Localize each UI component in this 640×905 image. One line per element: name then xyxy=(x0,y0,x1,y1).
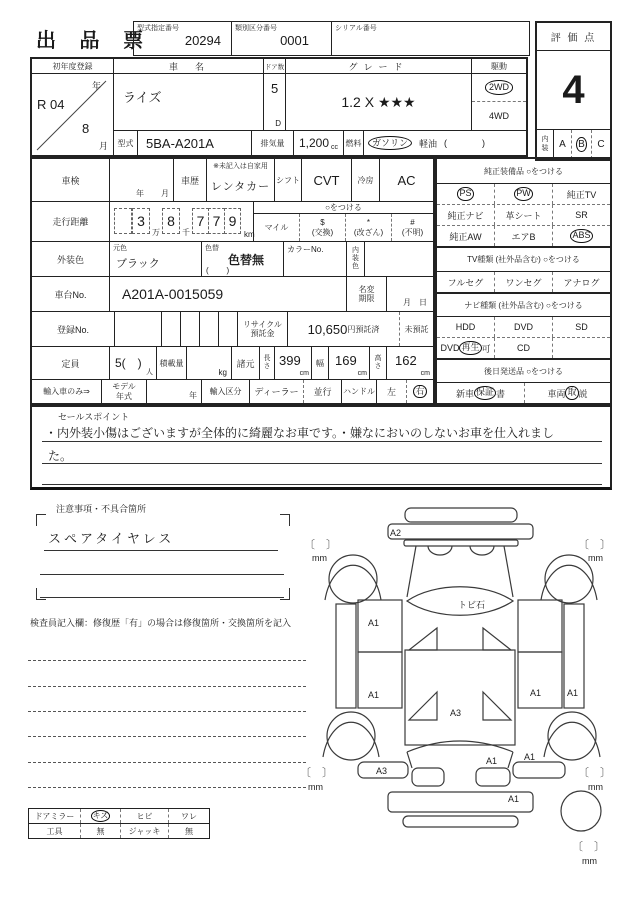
inspector-line-4 xyxy=(28,736,306,737)
class-code-value: 0001 xyxy=(280,33,309,48)
row-mileage xyxy=(32,202,433,242)
mark-a2: A2 xyxy=(390,528,402,538)
load-label: 積載量 xyxy=(157,347,187,379)
front-top-strip xyxy=(405,508,517,522)
mirror-hibi: ヒビ xyxy=(121,809,169,823)
mirror-tools-table xyxy=(28,808,210,839)
interior-option-c: C xyxy=(597,139,605,150)
disp-value: 1,200 xyxy=(298,136,330,150)
history-cell xyxy=(207,159,275,201)
shaken-date-cell xyxy=(110,159,174,201)
recycle-value: 10,650 xyxy=(307,321,348,337)
front-bumper xyxy=(388,524,533,539)
front-window-corner-left xyxy=(409,628,437,650)
mirror-row xyxy=(29,809,209,824)
mileage-d5: 7 xyxy=(208,208,225,234)
mileage-d2: 3 xyxy=(132,208,150,234)
car-name-value: ライズ xyxy=(123,90,162,105)
a-pillar-right xyxy=(504,546,513,597)
grade-value: 1.2 X ★★★ xyxy=(341,93,416,110)
reg-cell-2 xyxy=(162,312,181,346)
row-capacity xyxy=(32,347,433,380)
front-lower-strip xyxy=(404,540,518,546)
mark-fr-door: A1 xyxy=(530,688,542,698)
reg-cell-4 xyxy=(200,312,219,346)
first-reg-era: R 04 xyxy=(37,97,65,112)
length-label: 長さ xyxy=(260,347,275,379)
capacity-value: 5( ) xyxy=(115,356,142,370)
drive-2wd-circle: 2WD xyxy=(485,80,513,94)
flag-mile: マイル xyxy=(254,214,300,241)
inspector-label: 検査員記入欄：修復歴「有」の場合は修復箇所・交換箇所を記入 xyxy=(30,618,292,628)
interior-b-circle: B xyxy=(578,139,585,150)
fuel-label: 燃料 xyxy=(344,131,364,155)
load-cell xyxy=(187,347,232,379)
panel-fl-door xyxy=(358,652,402,708)
int-color-value-cell xyxy=(365,242,433,276)
bracket-mid-left-mm: mm xyxy=(308,782,323,792)
navi-type-header: ナビ種類 (社外品含む) ○をつける xyxy=(437,294,610,317)
doors-cell xyxy=(264,59,286,130)
mileage-label: 走行距離 xyxy=(32,202,110,241)
first-reg-month-suffix: 月 xyxy=(98,141,108,151)
recolor-paren: ( ) xyxy=(206,266,230,275)
bracket-top-right-mm: mm xyxy=(588,553,603,563)
row-chassis xyxy=(32,277,433,312)
notes-rule-2 xyxy=(40,574,284,575)
shift-value: CVT xyxy=(302,159,352,201)
equip-aw: 純正AW xyxy=(437,226,495,246)
score-label: 評 価 点 xyxy=(537,23,610,51)
sales-line-2: た。 xyxy=(48,449,73,463)
capacity-label: 定員 xyxy=(32,347,110,379)
taillight-right xyxy=(476,768,510,786)
arch-rear-left xyxy=(323,722,379,757)
first-reg-month: 8 xyxy=(82,121,90,136)
notes-entry: スペアタイヤレス xyxy=(48,531,175,546)
sales-point-box xyxy=(30,405,612,490)
import-label: 輸入車のみ⇒ xyxy=(32,380,102,403)
mileage-sen: 千 xyxy=(182,228,190,237)
later-ship-row xyxy=(437,383,610,403)
first-reg-label: 初年度登録 xyxy=(32,59,113,74)
roof-panel xyxy=(405,650,515,745)
wheel-front-left xyxy=(329,555,377,603)
capacity-unit: 人 xyxy=(146,369,153,376)
handle-label: ハンドル xyxy=(342,380,377,403)
a-pillar-left xyxy=(407,546,416,597)
notes-bracket-tl xyxy=(36,514,46,526)
model-value: 5BA-A201A xyxy=(138,131,252,155)
bracket-mid-left: 〔 〕 xyxy=(300,767,333,779)
notes-rule-1 xyxy=(44,550,278,551)
equipment-header: 純正装備品 ○をつける xyxy=(437,159,610,184)
class-code-label: 類別区分番号 xyxy=(235,25,277,32)
sill-left xyxy=(336,604,356,708)
wheel-rear-left xyxy=(327,712,375,760)
grade-cell xyxy=(286,59,472,130)
spec-label: 諸元 xyxy=(232,347,260,379)
reg-label: 登録No. xyxy=(32,312,115,346)
sales-point-label: セールスポイント xyxy=(58,412,130,422)
namechange-date-cell xyxy=(387,277,433,311)
height-cell: 162 cm xyxy=(395,353,430,377)
rear-lower-strip xyxy=(403,816,518,827)
recycle-label: リサイクル 預託金 xyxy=(238,312,288,346)
history-value: レンタカー xyxy=(210,181,271,193)
namechange-month: 月 xyxy=(403,298,411,307)
orig-color-value: ブラック xyxy=(116,258,160,270)
sales-rule-3 xyxy=(42,484,602,485)
sales-line-1: ・内外装小傷はございますが全体的に綺麗なお車です。・嫌なにおいのしないお車を仕入れまし xyxy=(45,426,555,440)
vehicle-table xyxy=(30,57,528,157)
arch-front-left xyxy=(325,565,381,600)
rear-glass xyxy=(407,741,513,752)
mark-fl-door: A1 xyxy=(368,690,380,700)
mileage-d4: 7 xyxy=(192,208,209,234)
code-box xyxy=(133,21,530,56)
tools-none: 無 xyxy=(81,824,121,838)
fuel-options xyxy=(364,131,526,155)
inspector-line-1 xyxy=(28,660,306,661)
interior-grade-row xyxy=(537,130,610,159)
recolor-value: 色替無 xyxy=(228,253,265,267)
equip-ps: PS xyxy=(437,184,495,204)
model-code-label: 型式指定番号 xyxy=(137,25,179,32)
tv-analog: アナログ xyxy=(563,277,600,288)
color-no-label: カラーNo. xyxy=(287,245,324,254)
notes-rule-3 xyxy=(40,597,284,598)
tv-oneseg: ワンセグ xyxy=(495,272,553,292)
height-label: 高さ xyxy=(370,347,387,379)
model-year-suffix: 年 xyxy=(189,391,197,400)
chassis-value: A201A-0015059 xyxy=(110,277,347,311)
orig-color-label: 元色 xyxy=(113,245,127,252)
drive-2wd xyxy=(472,74,526,102)
drive-cell xyxy=(472,59,526,130)
headlight-left xyxy=(428,546,452,555)
handle-left: 左 xyxy=(377,380,407,403)
car-name-cell xyxy=(114,59,264,130)
wheel-rear-right xyxy=(548,712,596,760)
flag-asterisk: * (改ざん) xyxy=(346,214,392,241)
load-unit: kg xyxy=(218,368,227,377)
mark-rl-quarter: A3 xyxy=(376,766,388,776)
equipment-row-3 xyxy=(437,226,610,248)
quarter-right xyxy=(513,762,565,778)
recycle-suffix: 円預託済 xyxy=(347,324,380,334)
rear-window-corner-right xyxy=(483,692,511,720)
bracket-mid-right: 〔 〕 xyxy=(578,767,611,779)
equipment-table xyxy=(435,157,612,405)
color-no-cell xyxy=(284,242,347,276)
front-window-corner-right xyxy=(483,628,511,650)
navi-sd: SD xyxy=(575,322,588,332)
equip-tv: 純正TV xyxy=(566,189,597,200)
mileage-flags xyxy=(254,202,433,241)
jack-label: ジャッキ xyxy=(121,824,169,838)
car-damage-diagram xyxy=(300,500,640,890)
tools-row xyxy=(29,824,209,838)
tv-type-row xyxy=(437,272,610,294)
bracket-top-left-mm: mm xyxy=(312,553,327,563)
navi-dvd-playable: DVD 再生 可 xyxy=(437,338,495,358)
mirror-ware: ワレ xyxy=(181,811,197,821)
navi-cd: CD xyxy=(495,338,553,358)
equip-airbag: エアB xyxy=(495,226,553,246)
score-value: 4 xyxy=(537,51,610,130)
handle-right xyxy=(407,380,433,403)
flag-hash: # (不明) xyxy=(401,218,424,237)
equip-leather: 革シート xyxy=(495,205,553,225)
model-fuel-row xyxy=(114,130,526,155)
notes-label: 注意事項・不具合箇所 xyxy=(56,504,147,514)
tools-label: 工具 xyxy=(29,824,81,838)
length-value: 399 xyxy=(279,353,301,368)
mark-rear-glass: A1 xyxy=(486,756,498,766)
int-color-label: 内装色 xyxy=(347,242,365,276)
fuel-paren: ( ) xyxy=(444,138,486,148)
ac-label: 冷房 xyxy=(352,159,380,201)
panel-fr-fender xyxy=(518,600,562,652)
inspector-line-2 xyxy=(28,686,306,687)
not-deposited: 未預託 xyxy=(399,312,433,346)
model-label: 型式 xyxy=(114,131,138,155)
mileage-d1 xyxy=(114,208,132,234)
doors-value: 5 xyxy=(271,81,279,96)
chassis-label: 車台No. xyxy=(32,277,110,311)
ext-color-label: 外装色 xyxy=(32,242,110,276)
navi-dvd: DVD xyxy=(495,317,553,337)
shift-label: シフト xyxy=(275,159,302,201)
row-import xyxy=(32,380,433,403)
height-value: 162 xyxy=(395,353,417,368)
import-class-label: 輸入区分 xyxy=(202,380,250,403)
sales-rule-2 xyxy=(42,463,602,464)
disp-cell xyxy=(294,131,344,155)
width-value: 169 xyxy=(335,353,357,368)
mark-rear-bumper: A1 xyxy=(508,794,520,804)
namechange-label: 名変 期限 xyxy=(347,277,387,311)
fuel-gasoline: ガソリン xyxy=(368,136,412,150)
width-cell: 169 cm xyxy=(329,347,370,379)
recolor-cell xyxy=(202,242,284,276)
mileage-d3: 8 xyxy=(162,208,180,234)
doors-label: ドア数 xyxy=(264,59,285,74)
namechange-day: 日 xyxy=(419,298,427,307)
row-color xyxy=(32,242,433,277)
mark-fl-fender: A1 xyxy=(368,618,380,628)
width-label: 幅 xyxy=(312,347,329,379)
inspector-line-3 xyxy=(28,711,306,712)
mark-rr-quarter: A1 xyxy=(524,752,536,762)
equip-abs: ABS xyxy=(553,226,610,246)
wheel-front-right xyxy=(545,555,593,603)
equipment-row-2 xyxy=(437,205,610,226)
details-table xyxy=(30,157,435,405)
mirror-kizu: キズ xyxy=(81,809,121,823)
warranty-book: 新車 保証 書 xyxy=(437,383,525,403)
rear-glass-sides xyxy=(407,752,513,768)
notes-bracket-br xyxy=(280,588,290,600)
tv-fullseg: フルセグ xyxy=(437,272,495,292)
equip-navi: 純正ナビ xyxy=(437,205,495,225)
equip-sr: SR xyxy=(575,210,588,220)
mileage-man: 万 xyxy=(152,228,160,237)
arch-front-right xyxy=(541,565,597,600)
arch-rear-right xyxy=(544,722,600,757)
handle-right-circle: 右 xyxy=(413,385,426,399)
orig-color-cell xyxy=(110,242,202,276)
sales-rule-1 xyxy=(42,441,602,442)
row-registration xyxy=(32,312,433,347)
panel-fl-fender xyxy=(358,600,402,652)
import-parallel: 並行 xyxy=(304,380,342,403)
mileage-km: km xyxy=(244,230,255,239)
inspector-line-6 xyxy=(28,787,306,788)
evaluation-box xyxy=(535,21,612,161)
equip-pw: PW xyxy=(495,184,553,204)
model-year-label: モデル 年式 xyxy=(102,380,147,403)
mark-roof: A3 xyxy=(450,708,462,718)
panel-fr-door xyxy=(518,652,562,708)
drive-4wd: 4WD xyxy=(489,111,509,121)
doors-d: D xyxy=(275,119,281,128)
circle-note: ○をつける xyxy=(254,202,433,214)
import-dealer: ディーラー xyxy=(250,380,304,403)
drive-label: 駆動 xyxy=(472,59,526,74)
page-title: 出 品 票 xyxy=(36,30,153,52)
navi-row-1 xyxy=(437,317,610,338)
mileage-digits xyxy=(110,202,254,241)
reg-cell-5 xyxy=(219,312,238,346)
mirror-label: ドアミラー xyxy=(29,809,81,823)
notes-bracket-tr xyxy=(280,514,290,526)
bracket-bottom-right: 〔 〕 xyxy=(572,841,605,853)
mileage-d6: 9 xyxy=(224,208,241,234)
ac-value: AC xyxy=(397,172,416,188)
first-reg-cell xyxy=(32,59,114,155)
model-code-cell xyxy=(134,22,232,55)
recycle-value-cell xyxy=(288,312,399,346)
navi-empty xyxy=(553,338,610,358)
reg-cell-3 xyxy=(181,312,200,346)
inspector-line-5 xyxy=(28,762,306,763)
row-shaken xyxy=(32,159,433,202)
equipment-row-1 xyxy=(437,184,610,205)
grade-label: グレード xyxy=(286,59,471,74)
shaken-year-suffix: 年 xyxy=(136,189,144,198)
serial-label: シリアル番号 xyxy=(335,25,377,32)
shaken-month-suffix: 月 xyxy=(161,189,169,198)
first-reg-year-suffix: 年 xyxy=(91,81,101,91)
model-year-cell xyxy=(147,380,202,403)
headlight-right xyxy=(470,546,494,555)
mark-fr-sill: A1 xyxy=(567,688,579,698)
disp-unit: cc xyxy=(331,144,339,151)
interior-label: 内装 xyxy=(537,130,554,159)
mark-stone-chip: トビ石 xyxy=(458,600,486,610)
tv-type-header: TV種類 (社外品含む) ○をつける xyxy=(437,248,610,272)
shaken-label: 車検 xyxy=(32,159,110,201)
model-code-value: 20294 xyxy=(184,33,221,48)
bracket-top-right: 〔 〕 xyxy=(578,539,611,551)
class-code-cell xyxy=(232,22,332,55)
interior-option-b xyxy=(572,130,592,159)
bracket-mid-right-mm: mm xyxy=(588,782,603,792)
navi-hdd: HDD xyxy=(437,317,495,337)
disp-label: 排気量 xyxy=(252,131,294,155)
navi-row-2 xyxy=(437,338,610,360)
rear-window-corner-left xyxy=(409,692,437,720)
length-cell: 399 cm xyxy=(275,347,312,379)
taillight-left xyxy=(412,768,444,786)
car-name-label: 車 名 xyxy=(114,59,263,74)
bracket-bottom-right-mm: mm xyxy=(582,856,597,866)
history-note: ※未記入は自家用 xyxy=(213,163,268,170)
history-label: 車歴 xyxy=(174,159,207,201)
notes-bracket-bl xyxy=(36,588,46,600)
reg-cell-1 xyxy=(115,312,162,346)
recolor-label: 色替 xyxy=(205,245,219,252)
spare-tire xyxy=(561,791,601,831)
flag-dollar: $ (交換) xyxy=(300,214,346,241)
vehicle-manual: 車両 取 説 xyxy=(547,387,588,399)
fuel-diesel: 軽油 xyxy=(419,138,438,149)
bracket-top-left: 〔 〕 xyxy=(304,539,337,551)
serial-cell xyxy=(332,22,529,55)
capacity-cell xyxy=(110,347,157,379)
later-ship-header: 後日発送品 ○をつける xyxy=(437,360,610,383)
interior-option-a: A xyxy=(554,130,572,159)
jack-none: 無 xyxy=(185,826,193,836)
